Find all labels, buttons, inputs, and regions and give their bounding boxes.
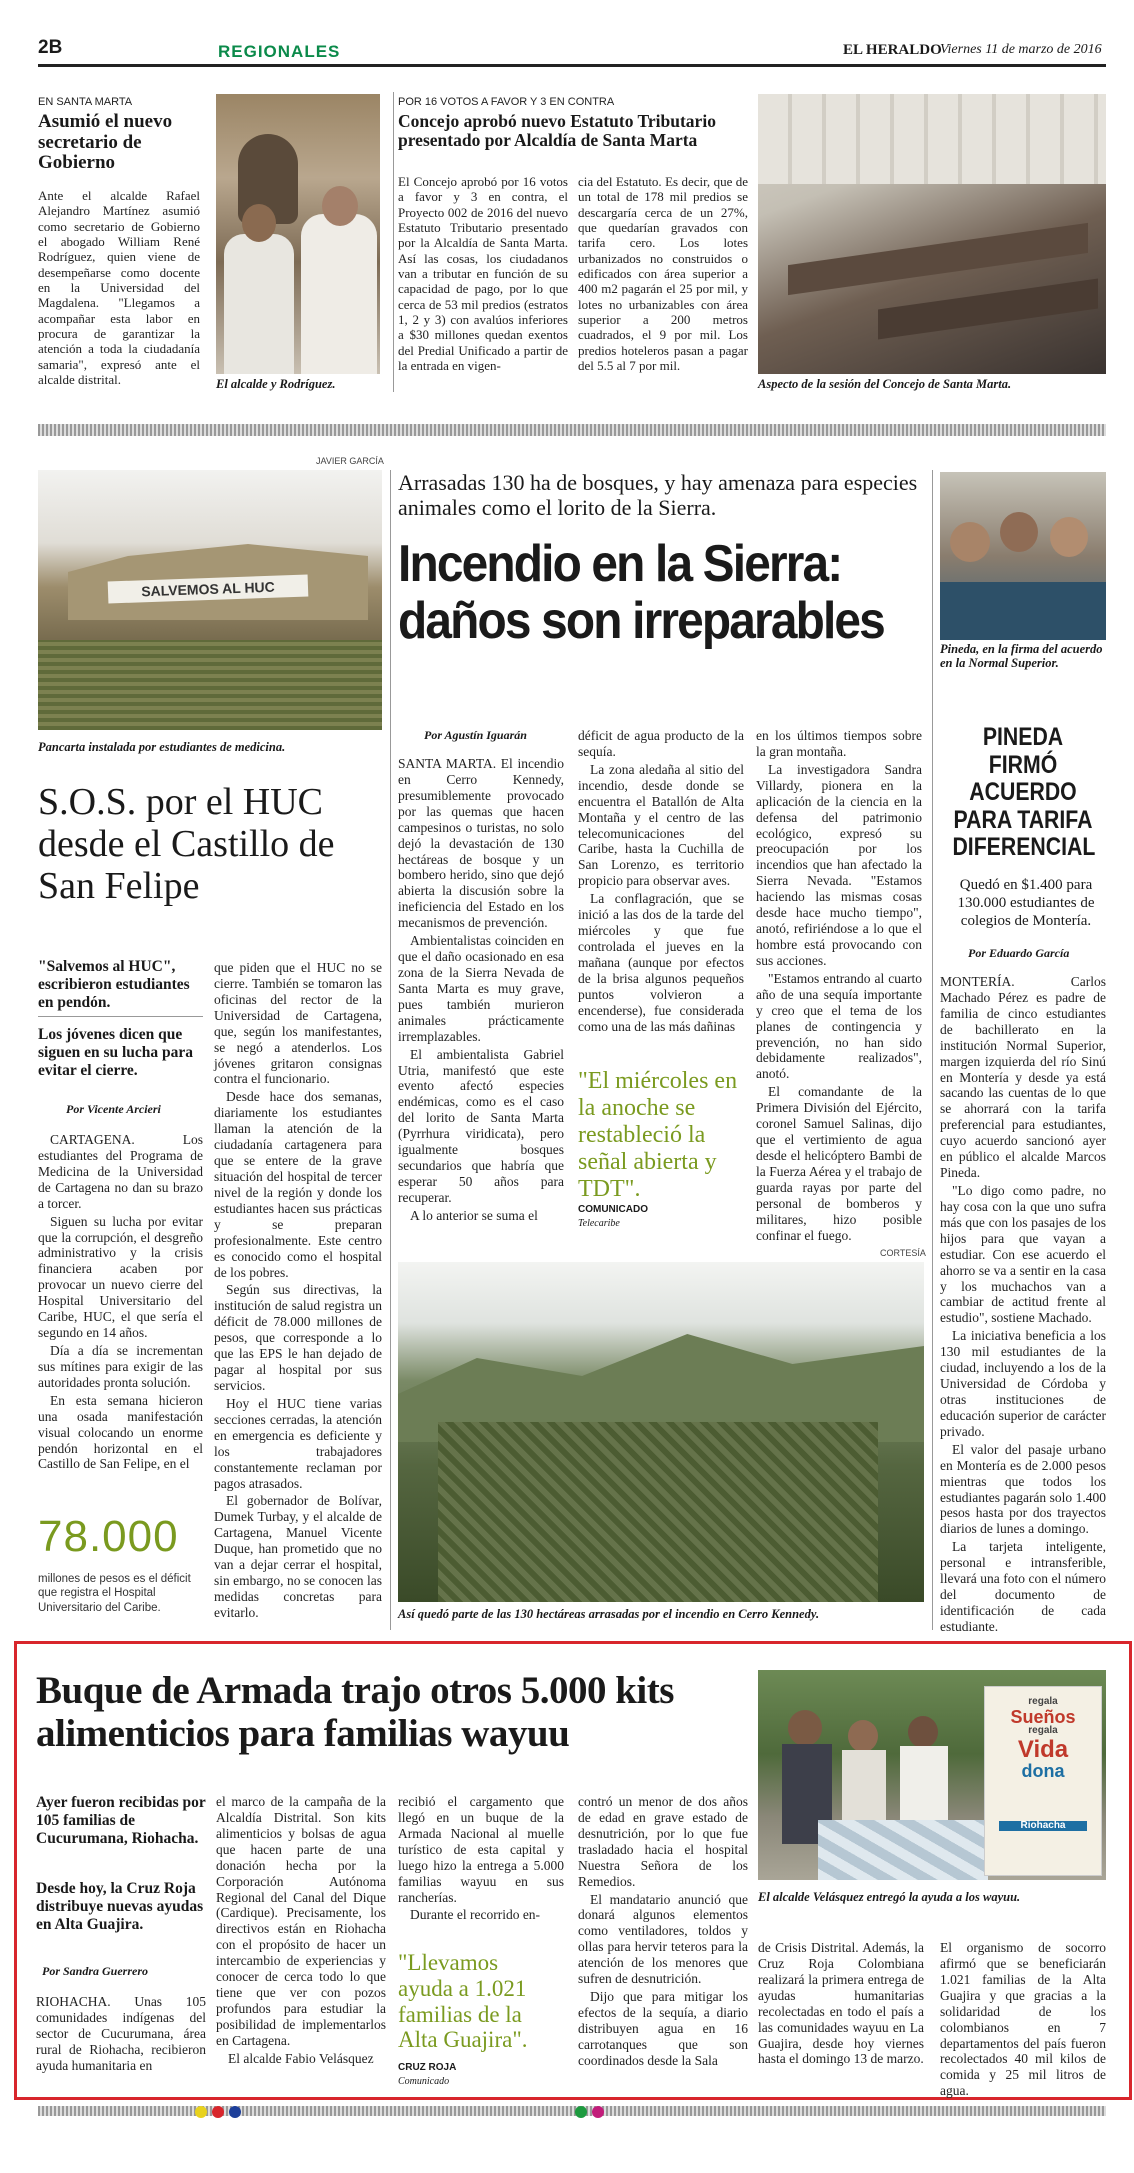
buque-caption: El alcalde Velásquez entregó la ayuda a los wayuu. (758, 1890, 1021, 1904)
sign-line: dona (1021, 1761, 1065, 1782)
pineda-body (940, 974, 1106, 1637)
huc-title: S.O.S. por el HUC desde el Castillo de San Felipe (38, 781, 335, 907)
section-title: REGIONALES (218, 42, 341, 61)
fire-col2 (578, 728, 744, 1037)
story2-caption: Aspecto de la sesión del Concejo de Santa Marta. (758, 377, 1012, 391)
paragraph: MONTERÍA. Carlos Machado Pérez es padre de familia de cinco estudiantes de bachillerato en la institución Normal Superior, margen izquierda del río Sinú en Montería y desde ya está sacando las cuentas de lo que se ahorrará con la tarifa preferencial para estudiantes, cuyo acuerdo sancionó ayer en público el alcalde Marcos Pineda. (940, 974, 1106, 1181)
paragraph: Dijo que para mitigar los efectos de la sequía, a diario distribuyen agua en 16 carrotanques que son coordinados desde la Sala (578, 1989, 748, 2068)
head-left (242, 204, 276, 242)
grass (38, 640, 382, 730)
paragraph: La conflagración, que se inició a las dos de la tarde del miércoles y que fue controlada el jueves en la mañana (aunque por efectos de la brisa algunos pequeños puntos volvieron a encenderse), fue considerada como una de las más dañinas (578, 891, 744, 1034)
buque-byline: Por Sandra Guerrero (42, 1964, 149, 1978)
story2-col2: cia del Estatuto. Es decir, que de un total de 178 mil predios se descargaría cerca de un 27%, que quedarían gravados con tarifa cero. Los lotes urbanizados no construidos o edificados con área superior a 400 m2 pagarán el 25 por mil, y lotes no urbanizables con área superior a 200 metros cuadrados, el 9 por mil. Los predios hoteleros pasan a pagar del 5.5 al 7 por mil. (578, 174, 748, 373)
paragraph: El comandante de la Primera División del Ejército, coronel Samuel Salinas, dijo que el vertimiento de agua desde el helicóptero Bambi de la Fuerza Aérea y el trabajo de guarda rayas por parte del personal de bomberos y militares, hizo posible confinar el fuego. (756, 1084, 922, 1243)
register-mark (195, 2106, 207, 2118)
pineda-byline: Por Eduardo García (968, 946, 1070, 960)
fire-col1 (398, 756, 564, 1226)
sign-line: regala (1028, 1696, 1058, 1707)
donation-sign (984, 1686, 1102, 1876)
pineda-title: PINEDA FIRMÓ ACUERDO PARA TARIFA DIFERENCIAL (952, 723, 1096, 861)
register-mark (575, 2106, 587, 2118)
buque-quote-source: CRUZ ROJA (398, 2062, 457, 2073)
buque-col5: de Crisis Distrital. Además, la Cruz Roja Colombiana realizará la primera entrega de ayudas humanitarias recolectadas en todo el país a las comunidades wayuu en La Guajira, desde hoy viernes hasta el domingo 13 de marzo. (758, 1940, 924, 2067)
buque-quote-source-2: Comunicado (398, 2076, 450, 2087)
buque-sub1: Ayer fueron recibidas por 105 familias de Cucurumana, Riohacha. (36, 1794, 206, 1847)
paragraph: El gobernador de Bolívar, Dumek Turbay, y el alcalde de Cartagena, Manuel Vicente Duque, han prometido que no van a dejar cerrar el hospital, sin embargo, no se conocen las medidas concretas para evitarlo. (214, 1493, 382, 1620)
paragraph: La iniciativa beneficia a los 130 mil estudiantes de la ciudad, incluyendo a los de la Universidad de Córdoba y otras instituciones de educación superior de carácter privado. (940, 1328, 1106, 1439)
register-mark (212, 2106, 224, 2118)
fire-photo-credit: CORTESÍA (880, 1248, 926, 1258)
sign-line: Vida (1017, 1735, 1069, 1763)
banner: SALVEMOS AL HUC (108, 575, 309, 604)
column-divider (393, 92, 394, 392)
huc-col2 (214, 960, 382, 1623)
huc-caption: Pancarta instalada por estudiantes de medicina. (38, 740, 286, 754)
pineda-caption: Pineda, en la firma del acuerdo en la Normal Superior. (940, 642, 1103, 671)
paragraph: El valor del pasaje urbano en Montería es de 2.000 pesos mientras que todos los estudiantes pagarán solo 1.400 pesos hasta por dos trayectos diarios de lunes a domingo. (940, 1441, 1106, 1537)
sign-line: regala (1028, 1725, 1058, 1737)
column-divider (390, 470, 391, 1630)
desk-row (788, 223, 1088, 295)
paragraph: Día a día se incrementan sus mítines para exigir de las autoridades pronta solución. (38, 1342, 203, 1390)
paragraph: déficit de agua producto de la sequía. (578, 728, 744, 759)
paragraph: SANTA MARTA. El incendio en Cerro Kennedy, presumiblemente provocado por las quemas que hacen campesinos o turistas, no solo dejó la devastación de 130 hectáreas de bosque y un bombero herido, sino que dejó abierta la discusión sobre la ineficiencia del Estado en los mecanismos de prevención. (398, 756, 564, 931)
paragraph: "Estamos entrando al cuarto año de una sequía importante y creo que el tema de los planes de contingencia y prevención, no han sido debidamente realizados", anotó. (756, 970, 922, 1082)
paragraph: "Lo digo como padre, no hay cosa con la que uno sufra más que con los pasajes de los hijos para que vayan a estudiar. Con ese acuerdo el ahorro se va a sentir en la casa y los muchachos van a cambiar de actitud frente al estudio", sostiene Machado. (940, 1182, 1106, 1326)
story1-body: Ante el alcalde Rafael Alejandro Martínez asumió como secretario de Gobierno el abogado William René Rodríguez, quien viene de desempeñarse como docente en la Universidad del Magdalena. "Llegamos a acompañar esta labor en procura de garantizar la atención a toda la ciudadanía samaria", expresó ante el alcalde distrital. (38, 188, 200, 387)
fire-caption: Así quedó parte de las 130 hectáreas arrasadas por el incendio en Cerro Kennedy. (398, 1607, 820, 1621)
fire-deck: Arrasadas 130 ha de bosques, y hay amenaza para especies animales como el lorito de la Sierra. (398, 470, 918, 521)
story1-photo (216, 94, 380, 374)
buque-title: Buque de Armada trajo otros 5.000 kits alimenticios para familias wayuu (36, 1669, 674, 1755)
story2-photo (758, 94, 1106, 374)
huc-stat-value: 78.000 (38, 1512, 179, 1561)
wall (758, 94, 1106, 184)
page-number: 2B (38, 37, 63, 58)
water-bags (818, 1820, 988, 1880)
huc-sub1: "Salvemos al HUC", escribieron estudiantes en pendón. (38, 958, 190, 1011)
huc-photo (38, 470, 382, 730)
paragraph: recibió el cargamento que llegó en un buque de la Armada Nacional al muelle turístico de esta capital y luego hizo la entrega a 5.000 familias wayuu en sus rancherías. (398, 1794, 564, 1905)
column-divider (932, 470, 933, 1630)
paragraph: La investigadora Sandra Villardy, pionera en la aplicación de la ciencia en la defensa del patrimonio ecológico, expresó su preocupación por los incendios que han afectado la Sierra Nevada. "Estamos haciendo las mismas cosas desde hace mucho tiempo", anotó, refiriéndose a lo que el hombre está provocando con sus acciones. (756, 761, 922, 968)
fire-byline: Por Agustín Iguarán (424, 728, 527, 742)
paragraph: El alcalde Fabio Velásquez (228, 2050, 374, 2066)
register-mark (229, 2106, 241, 2118)
story1-title: Asumió el nuevo secretario de Gobierno (38, 111, 173, 174)
paragraph: Ambientalistas coinciden en que el daño ocasionado en esa zona de la Sierra Nevada de Santa Marta es muy grave, pues también murieron animales prácticamente irremplazables. (398, 933, 564, 1044)
paragraph: La tarjeta inteligente, personal e intransferible, llevará una foto con el número del documento de identificación de cada estudiante. (940, 1539, 1106, 1634)
paper-name: EL HERALDO (843, 42, 942, 58)
story1-kicker: EN SANTA MARTA (38, 96, 133, 108)
paragraph: que piden que el HUC no se cierre. También se tomaron las oficinas del rector de la Universidad de Cartagena, que, según los manifestantes, se negó a atenderlos. Los jóvenes gritaron consignas contra el funcionario. (214, 960, 382, 1087)
fire-col3 (756, 728, 922, 1246)
head (908, 1716, 938, 1748)
huc-photo-credit: JAVIER GARCÍA (316, 456, 384, 466)
pineda-deck: Quedó en $1.400 para 130.000 estudiantes de colegios de Montería. (957, 877, 1095, 929)
paragraph: en los últimos tiempos sobre la gran montaña. (756, 728, 922, 759)
paragraph: Desde hace dos semanas, diariamente los estudiantes llaman la atención de la ciudadanía cartagenera para que se entere de la grave situación del hospital de tercer nivel de la región y donde los estudiantes hacen sus prácticas y se preparan profesionalmente. Este centro es conocido como el hospital de los pobres. (214, 1089, 382, 1280)
pineda-photo (940, 472, 1106, 640)
sign-line: Riohacha (999, 1821, 1087, 1832)
head (1050, 517, 1088, 557)
fire-quote-source: COMUNICADO (578, 1204, 648, 1215)
buque-col3 (398, 1794, 564, 1925)
fire-photo (398, 1262, 924, 1602)
head-right (322, 186, 358, 226)
head (788, 1710, 822, 1746)
paragraph: Según sus directivas, la institución de salud registra un déficit de 78.000 millones de pesos, que corresponde a lo que las EPS le han dejado de pagar al hospital por sus servicios. (214, 1282, 382, 1393)
head (848, 1720, 878, 1752)
paragraph: Siguen su lucha por evitar que la corrupción, el desgreño administrativo y la crisis financiera acaben por provocar un nuevo cierre del Hospital Universitario del Caribe, HUC, el que sería el segundo en 14 años. (38, 1213, 203, 1341)
person-left (224, 234, 294, 374)
story1-caption: El alcalde y Rodríguez. (216, 377, 336, 391)
issue-date: Viernes 11 de marzo de 2016 (940, 42, 1102, 57)
huc-byline: Por Vicente Arcieri (66, 1102, 161, 1116)
story2-title: Concejo aprobó nuevo Estatuto Tributario presentado por Alcaldía de Santa Marta (398, 111, 716, 150)
paragraph: Hoy el HUC tiene varias secciones cerradas, la atención en emergencia es deficiente y los trabajadores constantemente reclaman por pagos atrasados. (214, 1395, 382, 1491)
register-mark (592, 2106, 604, 2118)
buque-col1: RIOHACHA. Unas 105 comunidades indígenas del sector de Cucurumana, área rural de Riohacha, recibieron ayuda humanitaria en (36, 1994, 206, 2073)
sign-line: Sueños (1010, 1706, 1076, 1727)
vegetation (438, 1422, 878, 1602)
story2-kicker: POR 16 VOTOS A FAVOR Y 3 EN CONTRA (398, 96, 615, 108)
person-right (301, 214, 377, 374)
buque-col6: El organismo de socorro afirmó que se beneficiarán 1.021 familias de la Alta Guajira y que gracias a la solidaridad de los colombianos en 7 departamentos del país fueron recolectados 40 mil kilos de comida y 25 mil litros de agua. (940, 1940, 1106, 2099)
table (940, 582, 1106, 640)
buque-photo (758, 1670, 1106, 1880)
paragraph: En esta semana hicieron una osada manifestación visual colocando un enorme pendón horizontal en el Castillo de San Felipe, en el (38, 1392, 203, 1472)
header-rule (38, 64, 1106, 67)
buque-sub2: Desde hoy, la Cruz Roja distribuye nuevas ayudas en Alta Guajira. (36, 1880, 204, 1933)
huc-col1 (38, 1132, 203, 1474)
buque-col4 (578, 1794, 748, 2071)
paragraph: El mandatario anunció que donará algunos elementos como ventiladores, toldos y ollas para hervir teteros para la atención de los menores que sufren de desnutrición. (578, 1891, 748, 1987)
buque-col2 (216, 1794, 386, 2069)
paragraph: CARTAGENA. Los estudiantes del Programa de Medicina de la Universidad de Cartagena no dan su brazo a torcer. (38, 1132, 203, 1211)
paragraph: contró un menor de dos años de edad en grave estado de desnutrición, por lo que fue trasladado hacia el hospital Nuestra Señora de los Remedios. (578, 1794, 748, 1889)
story2-col1: El Concejo aprobó por 16 votos a favor y 3 en contra, el Proyecto 002 de 2016 del nuevo Estatuto Tributario presentado por la Alcaldía de Santa Marta. Así las cosas, los ciudadanos van a tributar en función de su capacidad de pago, por lo que cerca de 53 mil predios (estratos 1, 2 y 3) con avalúos inferiores a $30 millones quedan exentos del Predial Unificado a partir de la entrada en vigen- (398, 174, 568, 373)
sub-divider (38, 1016, 203, 1017)
paragraph: A lo anterior se suma el (410, 1207, 538, 1223)
paragraph: El ambientalista Gabriel Utria, manifestó que este evento afectó especies endémicas, como es el caso del lorito de Santa Marta (Pyrrhura viridicata), pero igualmente bosques secundarios que habría que esperar 50 años para recuperar. (398, 1046, 564, 1205)
huc-sub2: Los jóvenes dicen que siguen en su lucha para evitar el cierre. (38, 1026, 194, 1079)
paragraph: La zona aledaña al sitio del incendio, desde donde se encuentra el Batallón de Alta Montaña y el centro de las telecomunicaciones del Caribe, hasta la Cuchilla de San Lorenzo, es territorio propicio para observar aves. (578, 761, 744, 889)
head (950, 522, 990, 562)
paragraph: Durante el recorrido en- (410, 1907, 541, 1923)
paragraph: el marco de la campaña de la Alcaldía Distrital. Son kits alimenticios y bolsas de agua que hacen parte de una donación hecha por la Corporación Autónoma Regional del Canal del Dique (Cardique). Precisamente, los directivos están en Riohacha con el propósito de hacer un intercambio de experiencias y conocer de cerca todo lo que tiene que ver con pozos profundos para estudiar la posibilidad de implementarlos en Cartagena. (216, 1794, 386, 2048)
huc-stat-text: millones de pesos es el déficit que registra el Hospital Universitario del Caribe. (38, 1573, 191, 1614)
desk-row-2 (878, 279, 1098, 340)
fire-quote-source-2: Telecaribe (578, 1218, 620, 1229)
separator-band (38, 424, 1106, 436)
fire-title: Incendio en la Sierra: daños son irreparables (398, 535, 884, 651)
buque-quote: "Llevamos ayuda a 1.021 familias de la Alta Guajira". (398, 1950, 528, 2053)
fire-quote: "El miércoles en la anoche se restableció la señal abierta y TDT". (578, 1068, 738, 1202)
head (1000, 512, 1038, 552)
